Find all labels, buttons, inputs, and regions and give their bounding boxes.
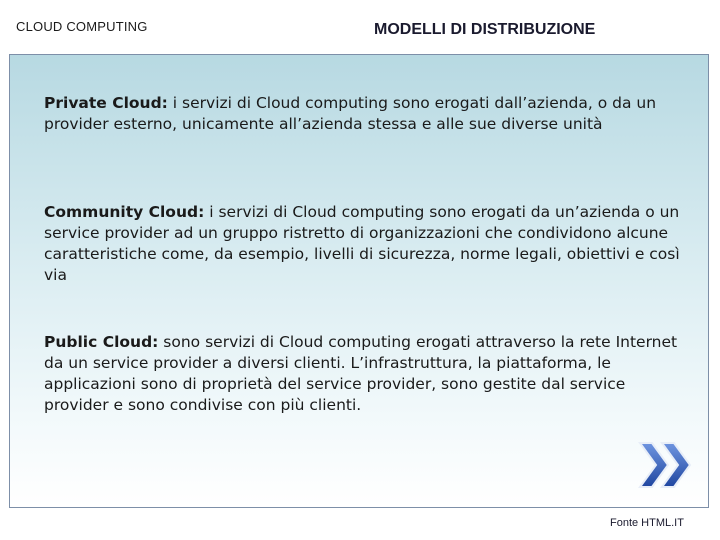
private-cloud-term: Private Cloud: <box>44 94 168 112</box>
private-cloud-description: i servizi di Cloud computing sono erogati dall’azienda, o da un provider esterno, unicamente all’azienda stessa e alle sue diverse unità <box>44 94 657 133</box>
community-cloud-paragraph <box>44 202 684 286</box>
community-cloud-term: Community Cloud: <box>44 203 205 221</box>
section-title: CLOUD COMPUTING <box>16 19 148 34</box>
private-cloud-paragraph <box>44 93 684 135</box>
public-cloud-description: sono servizi di Cloud computing erogati attraverso la rete Internet da un service provider a diversi clienti. L’infrastruttura, la piattaforma, le applicazioni sono di proprietà del service provider, sono gestite dal service provider e sono condivise con più clienti. <box>44 333 678 414</box>
content-panel <box>9 54 709 508</box>
source-credit: Fonte HTML.IT <box>610 517 684 529</box>
public-cloud-paragraph <box>44 332 684 416</box>
slide-title: MODELLI DI DISTRIBUZIONE <box>374 21 596 38</box>
public-cloud-term: Public Cloud: <box>44 333 159 351</box>
double-chevron-right-icon[interactable] <box>638 441 694 489</box>
community-cloud-description: i servizi di Cloud computing sono erogati da un’azienda o un service provider ad un gruppo ristretto di organizzazioni che condividono alcune caratteristiche come, da esempio, livelli di sicurezza, norme legali, obiettivi e così via <box>44 203 680 284</box>
